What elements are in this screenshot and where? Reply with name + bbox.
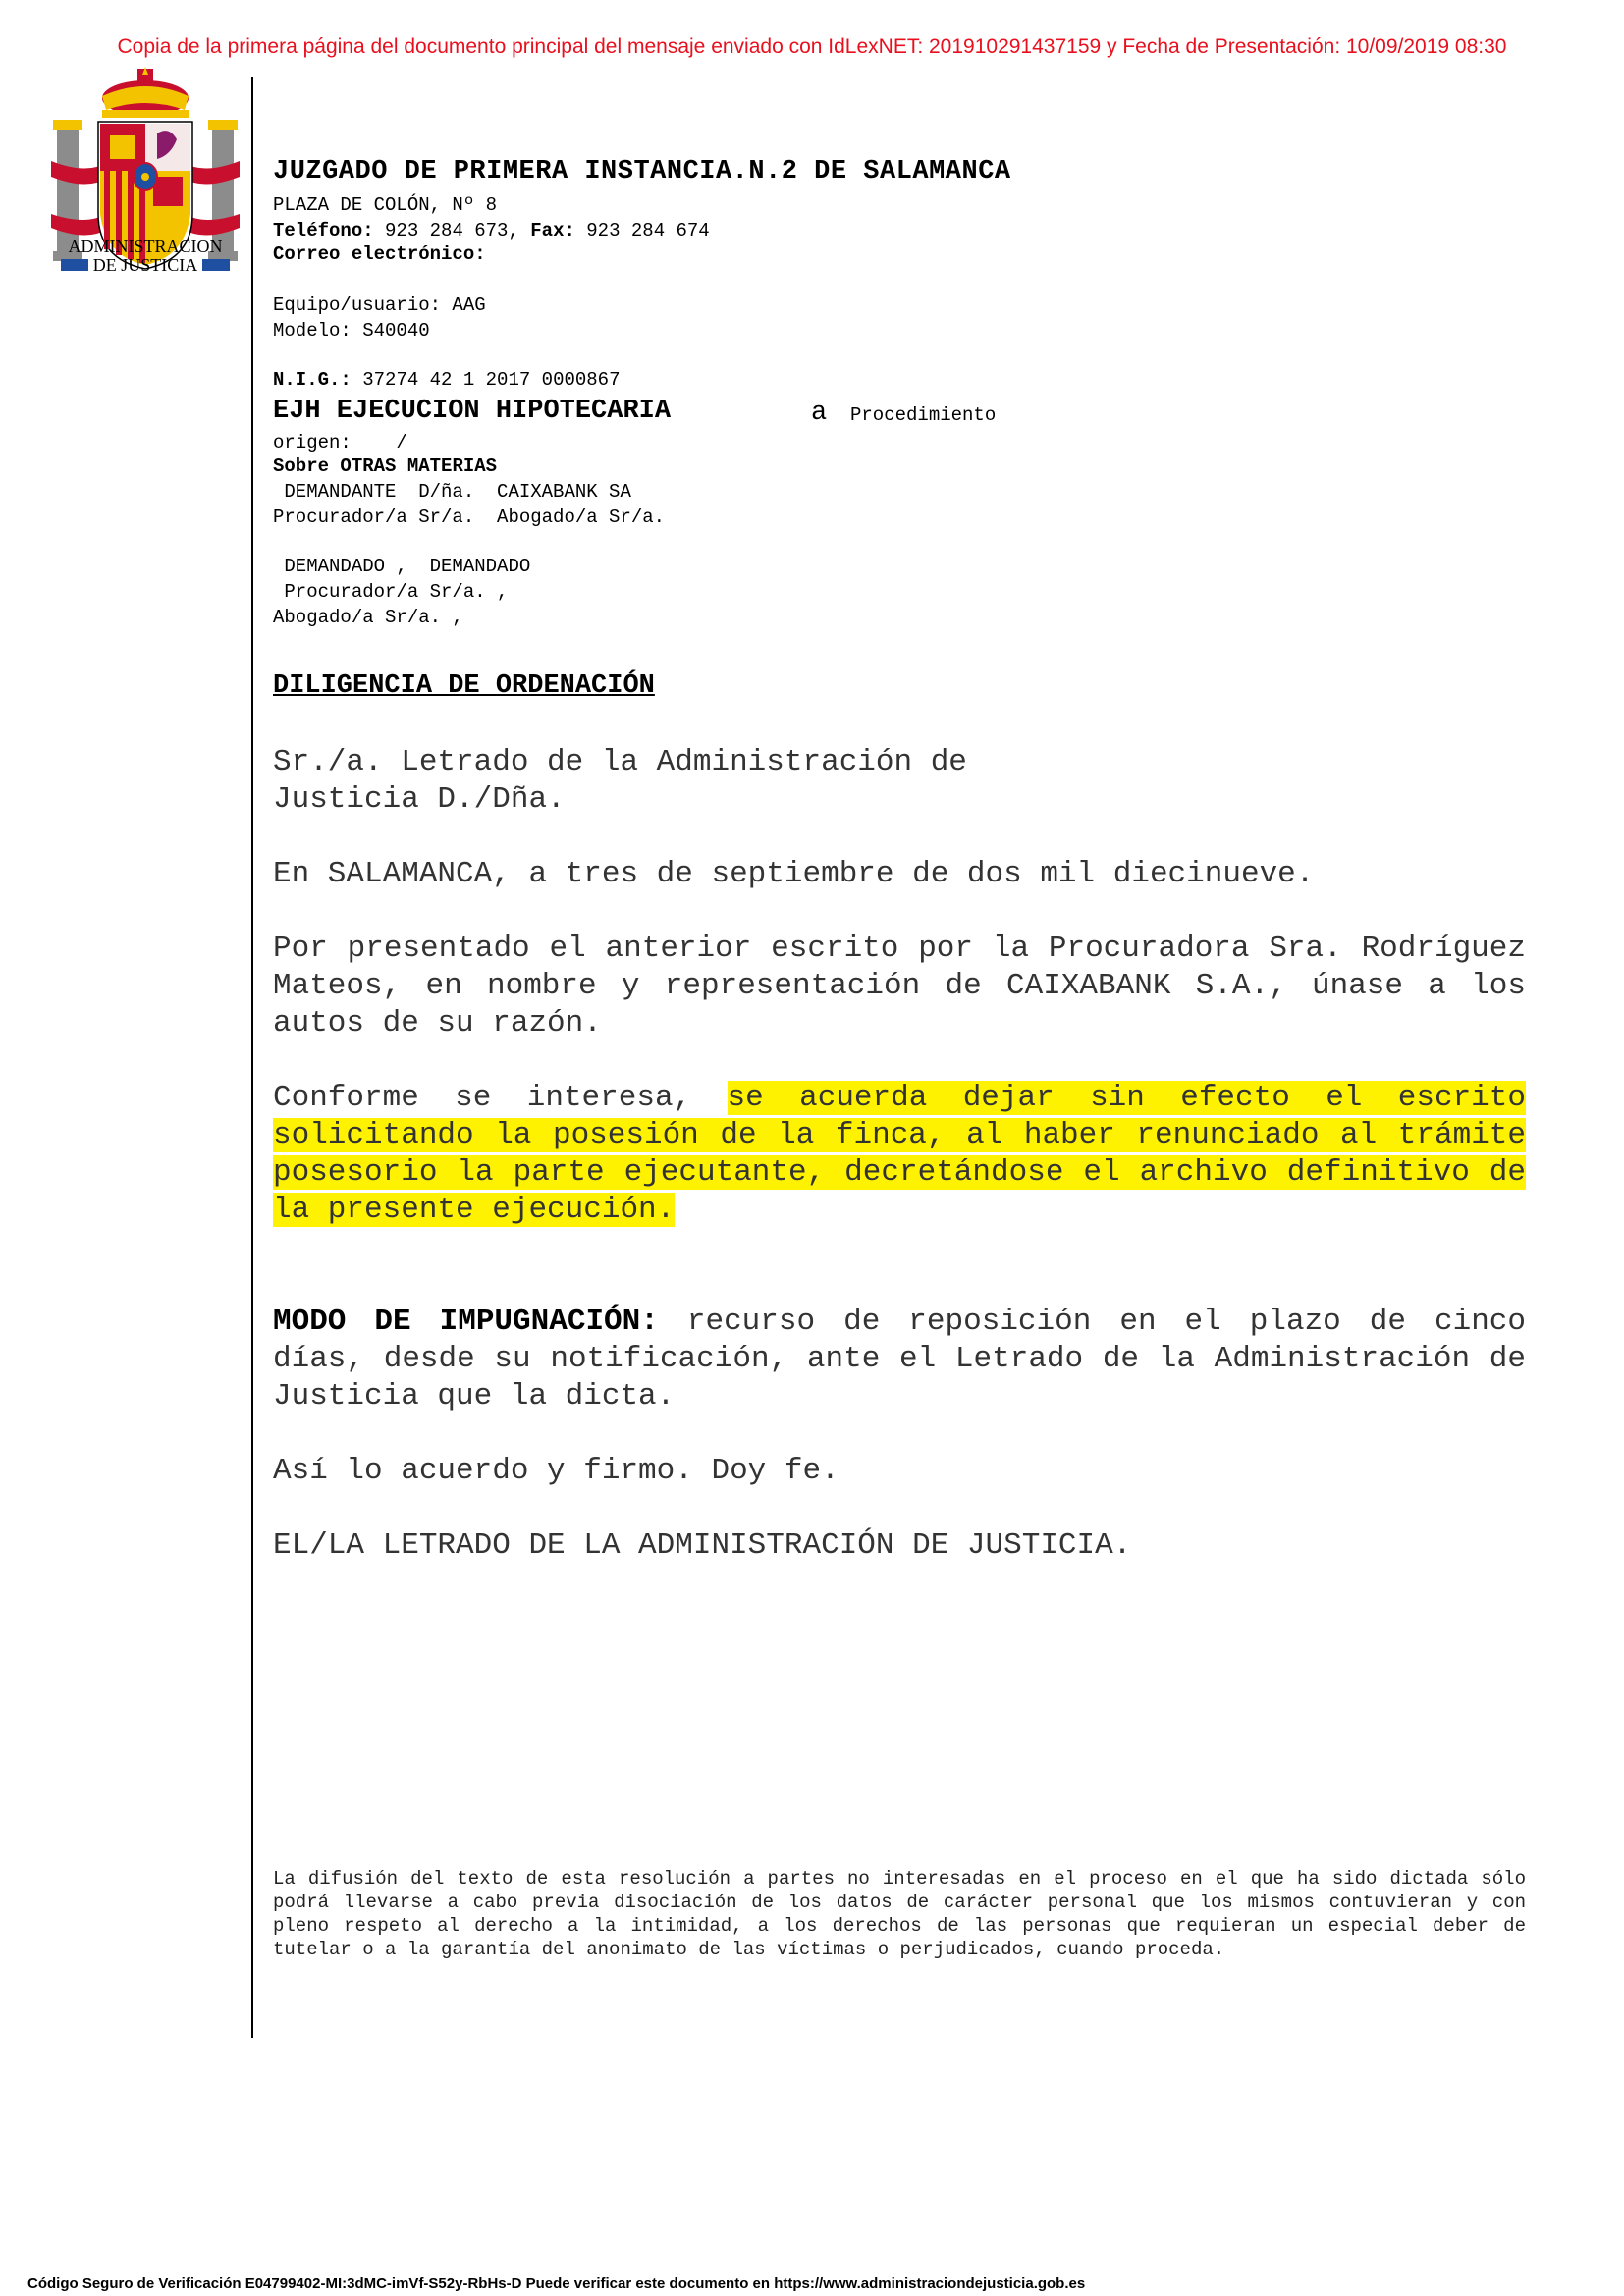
phone-label: Teléfono:: [273, 220, 374, 241]
institution-name-line1: ADMINISTRACION: [68, 237, 223, 256]
document-title: DILIGENCIA DE ORDENACIÓN: [273, 671, 655, 701]
procedure-type: EJH EJECUCION HIPOTECARIA: [273, 397, 672, 426]
privacy-notice: La difusión del texto de esta resolución a partes no interesadas en el proceso en el que ha sido dictada sólo podrá llevarse a cabo previa disociación de los datos de carácter personal que los mismos contuvieran y con pleno respeto al derecho a la intimidad, a los derechos de las personas que requieran un especial deber de tutelar o a la garantía del anonimato de las víctimas o perjudicados, cuando proceda.: [273, 1868, 1526, 1960]
plaintiff-line: DEMANDANTE D/ña. CAIXABANK SA: [273, 481, 631, 503]
letrado-line-1: Sr./a. Letrado de la Administración de: [273, 745, 967, 779]
paragraph-resolution: [273, 1080, 1526, 1229]
appeal-label: MODO DE IMPUGNACIÓN:: [273, 1305, 659, 1339]
verification-footer: Código Seguro de Verificación E04799402-MI:3dMC-imVf-S52y-RbHs-D Puede verificar este documento en https://www.administraciondejusticia.gob.es: [27, 2275, 1086, 2292]
email-label: Correo electrónico:: [273, 243, 486, 265]
procedure-a: a: [811, 399, 828, 428]
court-name: JUZGADO DE PRIMERA INSTANCIA.N.2 DE SALAMANCA: [273, 157, 1011, 187]
nig-label: N.I.G.:: [273, 369, 352, 391]
court-phone-fax: [273, 220, 710, 241]
margin-rule: [251, 77, 253, 2038]
plaintiff-representatives: Procurador/a Sr/a. Abogado/a Sr/a.: [273, 507, 666, 528]
nig-line: [273, 369, 620, 391]
resolution-intro: Conforme se interesa,: [273, 1081, 728, 1115]
closing-line: Así lo acuerdo y firmo. Doy fe.: [273, 1454, 839, 1488]
institution-name-line2: DE JUSTICIA: [92, 255, 198, 275]
fax-label: Fax:: [530, 220, 575, 241]
procedure-origin-label: Procedimiento: [850, 404, 997, 426]
paragraph-appeal: [273, 1304, 1526, 1415]
phone-number: 923 284 673,: [385, 220, 519, 241]
model-code: Modelo: S40040: [273, 320, 430, 342]
paragraph-filing: Por presentado el anterior escrito por la Procuradora Sra. Rodríguez Mateos, en nombre y representación de CAIXABANK S.A., únase a los autos de su razón.: [273, 932, 1526, 1041]
fax-number: 923 284 674: [586, 220, 710, 241]
procedure-origin: origen: /: [273, 432, 407, 454]
team-user: Equipo/usuario: AAG: [273, 294, 486, 316]
place-date: En SALAMANCA, a tres de septiembre de dos mil diecinueve.: [273, 857, 1315, 891]
appeal-text: recurso de reposición en el plazo de cinco días, desde su notificación, ante el Letrado de la Administración de Justicia que la dicta.: [273, 1305, 1527, 1414]
subject-line: [273, 455, 497, 477]
letrado-line-2: Justicia D./Dña.: [273, 782, 566, 817]
signature-line: EL/LA LETRADO DE LA ADMINISTRACIÓN DE JUSTICIA.: [273, 1528, 1132, 1563]
subject-value: OTRAS MATERIAS: [340, 455, 498, 477]
defendant-lawyer: Abogado/a Sr/a. ,: [273, 607, 463, 628]
defendant-procurator: Procurador/a Sr/a. ,: [273, 581, 509, 603]
idlexnet-banner: Copia de la primera página del documento principal del mensaje enviado con IdLexNET: 201910291437159 y Fecha de Presentación: 10/09/2019 08:30: [117, 35, 1507, 58]
resolution-highlight: se acuerda dejar sin efecto el escrito solicitando la posesión de la finca, al haber renunciado al trámite posesorio la parte ejecutante, decretándose el archivo definitivo de la presente ejecución.: [273, 1081, 1526, 1227]
nig-number: 37274 42 1 2017 0000867: [362, 369, 621, 391]
court-address: PLAZA DE COLÓN, Nº 8: [273, 194, 498, 216]
institution-name: [47, 238, 244, 275]
defendant-line: DEMANDADO , DEMANDADO: [273, 556, 531, 577]
subject-label: Sobre: [273, 455, 330, 477]
